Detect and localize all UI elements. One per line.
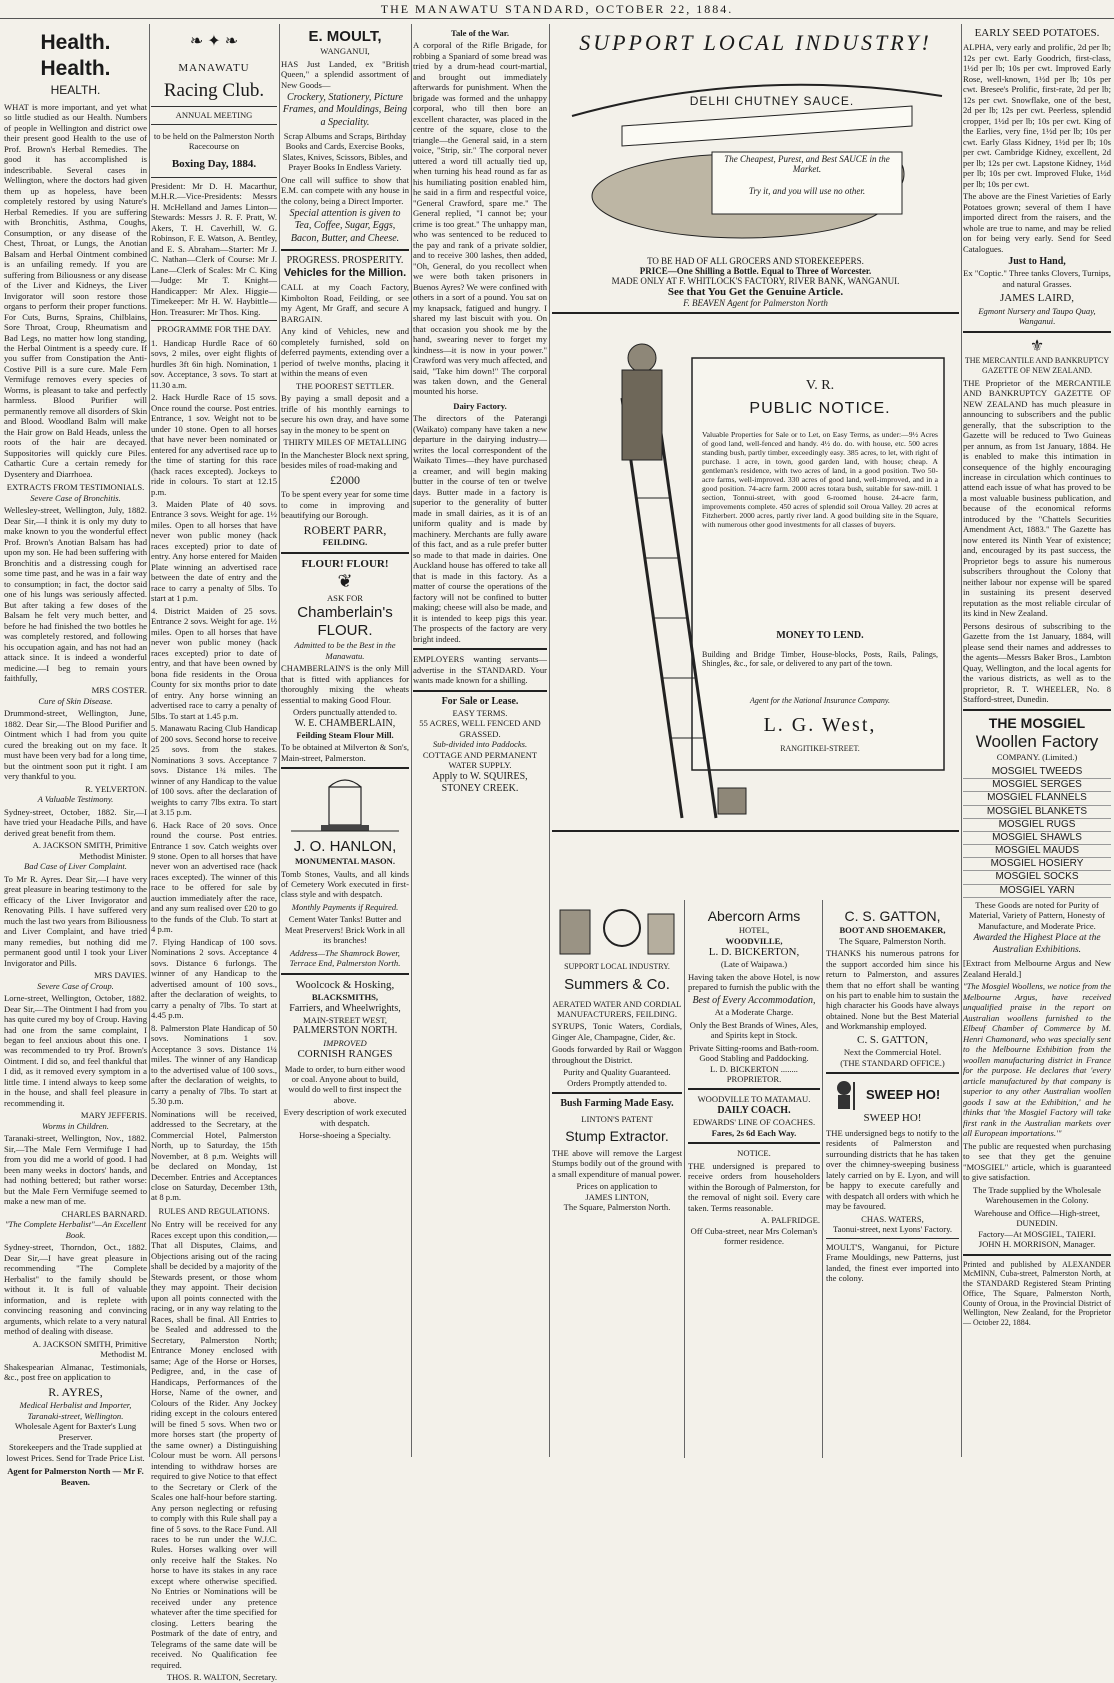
hanlon-tanks: Cement Water Tanks! Butter and Meat Preservers! Brick Work in all its branches! xyxy=(284,914,406,946)
woolcock-street: MAIN-STREET WEST, xyxy=(302,1014,388,1025)
health-intro: WHAT is more important, and yet what so little studied as our Health. Numbers of people in Wellington and district owe their present good Health to the use of Prof. Brown's Herbal Remedies. The good it has accomplished is indescribable. Several cases in Wellington, where the doctors had given them up as hopeless, have been completely restored by using Nature's Herbal Remedies. If you are suffering with Bronchitis, Asthma, Coughs, Consumption, or any disease of the Chest, Throat, or Lungs, the Anotian Balsam and Herbal Ointment combined is an unfailing remedy. If you are suffering from Biliousness or any disease of the Liver and Kidneys, the Liver Invigorator will soon restore those organs to perform their proper functions. For Cuts, Burns, Sprains, Chilblains, Sore Throat, Croup, Rheumatism and Bad Legs, no matter how long standing, the Herbal Ointment is a speedy cure. If you suffer from Constipation the Anti-Costive Pill is a sure cure. Male Fern Vermifuge removes every species of Worms, is pleasant to take and perfectly harmless. Blood Purifier will permanently remove all disorders of Skin and Blood. Woodland Balm will make the Hair grow on Bald Heads, unless the roots of the hair are decayed. Suppositories will quickly cure Piles. Cathartic Cure a certain remedy for Dysentery and Diarrhoea. xyxy=(4,101,147,479)
abercorn-charge: At a Moderate Charge. xyxy=(714,1007,794,1018)
moult-town: WANGANUI, xyxy=(320,46,370,57)
right-column xyxy=(963,24,1111,1457)
testimonial-signature: MARY JEFFERIS. xyxy=(80,1110,147,1121)
testimonial-signature: R. YELVERTON. xyxy=(85,783,147,794)
moult-name: E. MOULT, xyxy=(308,28,382,45)
mosgiel-company: COMPANY. (Limited.) xyxy=(996,752,1078,763)
mercantile-text: THE Proprietor of the MERCANTILE AND BANKRUPTCY GAZETTE OF NEW ZEALAND has much pleasure in announcing to subscribers and the public generally, that the subscription to the Gazette will be reduced to Two Guineas per annum, as from 1st January, 1884. He is enabled to make this intimation in consequence of the highly encouraging increase in circulation which continues to attend each issue of what has proved to be a most valuable business publication, and because of the economical reforms introduced by the "Chattels Securities Amendment Act, 1883." The Gazette has now entered its Ninth Year of existence; and, encouraged by its past success, the Proprietor begs to assure his numerous subscribers throughout the Colony that neither labour nor expense will be spared in sustaining its present deserved reputation as the most reliable circular of its kind in New Zealand. xyxy=(963,377,1111,619)
mosgiel-goods-item: MOSGIEL MAUDS xyxy=(963,845,1111,858)
sweep-name: CHAS. WATERS, xyxy=(861,1213,924,1224)
gatton-name: C. S. GATTON, xyxy=(844,908,941,924)
vehicles-text: By paying a small deposit and a trifle of his monthly earnings to secure his own dray, and have some say in the money to be spent on xyxy=(281,393,409,435)
summers-trade: AERATED WATER AND CORDIAL MANUFACTURERS, FEILDING. xyxy=(552,998,682,1019)
coach-daily: DAILY COACH. xyxy=(717,1104,791,1116)
testimonial-heading: "The Complete Herbalist"—An Excellent Book. xyxy=(4,1219,147,1240)
woolcock-text: Every description of work executed with despatch. xyxy=(283,1107,407,1128)
moult-intro: HAS Just Landed, ex "British Queen," a splendid assortment of New Goods— xyxy=(281,58,409,90)
moult-compete: One call will suffice to show that E.M. can compete with any house in the colony, being a Direct Importer. xyxy=(281,174,409,206)
summers-support: SUPPORT LOCAL INDUSTRY. xyxy=(564,962,670,972)
seed-heading: EARLY SEED POTATOES. xyxy=(974,27,1100,39)
woolcock-trade: BLACKSMITHS, xyxy=(311,992,379,1003)
held-at: to be held on the Palmerston North Racecourse on xyxy=(153,130,275,152)
abercorn-town: WOODVILLE, xyxy=(725,935,783,946)
abercorn-hotel: HOTEL, xyxy=(738,925,770,936)
summers-ad xyxy=(552,900,682,1458)
woolcock-horse: Horse-shoeing a Specialty. xyxy=(299,1130,391,1141)
column-rule xyxy=(279,24,280,1457)
testimonial-heading: Cure of Skin Disease. xyxy=(38,695,113,706)
coach-line: EDWARDS' LINE OF COACHES. xyxy=(692,1117,816,1128)
moult-frames: MOULT'S, Wanganui, for Picture Frame Mouldings, new Patterns, just landed, the finest ever imported into the colony. xyxy=(826,1241,959,1283)
machinery-illustration xyxy=(552,900,682,960)
mosgiel-request: The public are requested when purchasing to see that they get the genuine "MOSGIEL" article, which is guaranteed to give satisfaction. xyxy=(963,1140,1111,1183)
testimonial-signature: MRS COSTER. xyxy=(91,685,147,696)
notice-address: Off Cuba-street, near Mrs Coleman's former residence. xyxy=(690,1225,818,1246)
crest-icon: ⚜ xyxy=(1029,337,1045,355)
chamberlain-obtain: To be obtained at Milverton & Son's, Main-street, Palmerston. xyxy=(281,742,409,763)
abercorn-wines: Only the Best Brands of Wines, Ales, and Spirits kept in Stock. xyxy=(689,1019,819,1041)
racing-title: Racing Club. xyxy=(163,79,265,101)
progress-heading: PROGRESS. PROSPERITY. xyxy=(286,254,404,266)
chamberlain-tagline: Admitted to be the Best in the Manawatu. xyxy=(294,640,396,661)
abercorn-best: Best of Every Accommodation, xyxy=(692,994,816,1006)
abercorn-stabling: Good Stabling and Paddocking. xyxy=(699,1053,809,1064)
gatton-office: (THE STANDARD OFFICE.) xyxy=(840,1057,945,1068)
testimonial-text: Drummond-street, Wellington, June, 1882. Dear Sir,—The Blood Purifier and Ointment which I had from you quite cured the breaking out on my face. It must have been very bad for a long time, but the ointment soon put it right. I am very thankful to you. xyxy=(4,708,147,782)
sweep-text: THE undersigned begs to notify to the residents of Palmerston and surrounding districts that he has taken over the chimney-sweeping business lately carried on by E. Lyon, and will be happy to execute carefully and with despatch all orders with which he may be favoured. xyxy=(826,1127,959,1212)
masthead: THE MANAWATU STANDARD, OCTOBER 22, 1884. xyxy=(0,0,1114,19)
column-rule xyxy=(961,24,962,1457)
testimonial-text: To Mr R. Ayres. Dear Sir,—I have very great pleasure in bearing testimony to the efficacy of the Liver Invigorator and Renovating Pills. I have suffered very much the last two years from Biliousness and Liver Complaint, and have tried many remedies, but nothing did me permanent good until I took your Liver Invigorator and Pills. xyxy=(4,873,147,968)
testimonial-text: Sydney-street, Thorndon, Oct., 1882. Dear Sir,—I have great pleasure in recommending "The Complete Herbalist" to the family should be without it. It is full of valuable information, and is replete with convincing reasoning and convincing arguments, which relate to a very natural method of dealing with disease. xyxy=(4,1242,147,1337)
health-subtitle: HEALTH. xyxy=(50,83,101,98)
testimonial-heading: Severe Case of Croup. xyxy=(37,980,114,991)
mosgiel-heading: THE MOSGIEL xyxy=(988,714,1086,731)
summers-goods: Goods forwarded by Rail or Waggon throughout the District. xyxy=(552,1044,682,1065)
testimonial-signature: MRS DAVIES. xyxy=(94,970,147,981)
hand-text: Ex "Coptic." Three tanks Clovers, Turnips, and natural Grasses. xyxy=(963,268,1111,289)
race-item: 5. Manawatu Racing Club Handicap of 200 sovs. Second horse to receive 25 sovs. from the stakes. Nominations 3 sovs. Acceptance 7 sovs. Distance 1¾ miles. The winner of any Handicap to the value of 100 sovs. after the declaration of weights to carry 7lbs extra. To start at 3.15 p.m. xyxy=(151,723,277,818)
moult-special: Special attention is given to Tea, Coffee, Sugar, Eggs, Bacon, Butter, and Cheese. xyxy=(289,208,401,244)
woolcock-trade2: Farriers, and Wheelwrights, xyxy=(289,1002,401,1014)
extracts-heading: EXTRACTS FROM TESTIMONIALS. xyxy=(6,482,145,493)
monument-illustration xyxy=(281,773,409,835)
hanlon-trade: MONUMENTAL MASON. xyxy=(294,856,396,867)
delhi-try: Try it, and you will use no other. xyxy=(748,186,866,196)
testimonial-heading: Bad Case of Liver Complaint. xyxy=(24,861,127,872)
mosgiel-extract: "The Mosgiel Woollens, we notice from the Melbourne Argus, have received unqualified praise in the report on Australian woollens furnished to the Elbeuf Chamber of Commerce by M. Henri Chamonard, who was specially sent to the Melbourne Exhibition from the woollen manufacturing district in France for the purpose. He declares that 'every article manufactured by that company is superior to any other Australian woollen goods I saw at the Exhibition,' and he thinks that 'the Mosgiel Factory will take first rank in the Australian markets over all European importations.'" xyxy=(963,981,1111,1139)
national-insurance: Agent for the National Insurance Company. xyxy=(750,696,890,705)
race-date: Boxing Day, 1884. xyxy=(171,157,257,170)
linton-patent: LINTON'S PATENT xyxy=(581,1114,653,1125)
programme-heading: PROGRAMME FOR THE DAY. xyxy=(157,324,271,335)
abercorn-text: Having taken the above Hotel, is now prepared to furnish the public with the xyxy=(688,971,820,993)
woolcock-improved: IMPROVED xyxy=(323,1037,367,1048)
mosgiel-goods-item: MOSGIEL RUGS xyxy=(963,819,1111,832)
club-officers: President: Mr D. H. Macarthur, M.H.R.—Vice-Presidents: Messrs H. McHelland and James Linton—Stewards: Messrs J. R. F. Pratt, W. Akers, T. H. Caverhill, W. G. Robinson, F. E. Watson, A. Bentley, and E. S. Abraham—Starter: Mr J. C. Nathan—Clerk of Course: Mr J. Lane—Clerk of Scales: Mr C. King—Judge: Mr T. Knight—Handicapper: Mr Alex. Higgie—Timekeeper: Mr H. W. Haybittle—Hon. Treasurer: Mr Thos. King. xyxy=(151,180,277,317)
woolcock-town: PALMERSTON NORTH. xyxy=(292,1025,398,1037)
palmerston-agent: Agent for Palmerston North — Mr F. Beaven. xyxy=(7,1466,144,1487)
testimonial-heading: A Valuable Testimony. xyxy=(37,794,114,805)
sale-apply: Apply to W. SQUIRES, STONEY CREEK. xyxy=(432,770,528,794)
gatton-trade: BOOT AND SHOEMAKER, xyxy=(839,925,946,936)
testimonial-heading: Severe Case of Bronchitis. xyxy=(30,492,121,503)
chamberlain-text: CHAMBERLAIN'S is the only Mill that is fitted with appliances for thoroughly mixing the wheats essential to making Good Flour. xyxy=(281,663,409,705)
almanac-text: Shakespearian Almanac, Testimonials, &c., post free on application to xyxy=(4,1361,147,1382)
sale-cottage: COTTAGE AND PERMANENT WATER SUPPLY. xyxy=(422,749,538,771)
woolcock-name: Woolcock & Hosking, xyxy=(295,978,395,991)
testimonial-heading: Worms in Children. xyxy=(42,1120,109,1131)
stump-address: The Square, Palmerston North. xyxy=(563,1202,671,1213)
sale-acres: 55 ACRES, WELL FENCED AND GRASSED. xyxy=(419,718,541,739)
delhi-made: MADE ONLY AT F. WHITLOCK'S FACTORY, RIVER BANK, WANGANUI. xyxy=(611,276,900,286)
woolcock-ranges: CORNISH RANGES xyxy=(297,1048,393,1061)
notice-heading: NOTICE. xyxy=(737,1148,771,1159)
race-item: 3. Maiden Plate of 40 sovs. Entrance 3 sovs. Weight for age. 1½ miles. Open to all horses that have never won public money (hack races excepted) prior to date of entry. Any horse entered for Maiden Plate winning an advertised race between the date of entry and the race to carry a penalty of 5lbs. To start at 1 p.m. xyxy=(151,499,277,604)
abercorn-late: (Late of Waipawa.) xyxy=(720,959,788,970)
race-item: 8. Palmerston Plate Handicap of 50 sovs. Nominations 1 sov. Acceptance 3 sovs. Distance 1¼ miles. The winner of any Handicap to the advertised value of 100 sovs., after the declaration of weights, to carry a penalty of 7lbs. To start at 5.30 p.m. xyxy=(151,1022,277,1107)
delhi-title: DELHI CHUTNEY SAUCE. xyxy=(689,94,855,108)
notice-signature: A. PALFRIDGE. xyxy=(760,1215,820,1226)
delhi-price: PRICE—One Shilling a Bottle. Equal to Three of Worcester. xyxy=(639,266,872,276)
ayres-name: R. AYRES, xyxy=(48,1385,103,1400)
moult-scraps: Scrap Albums and Scraps, Birthday Books and Cards, Exercise Books, Slates, Knives, Scissors, Bibles, and Prayer Books In Endless Variety. xyxy=(282,130,408,173)
woolcock-text: Made to order, to burn either wood or coal. Anyone about to build, would do well to first inspect the above. xyxy=(284,1063,406,1105)
mosgiel-goods-item: MOSGIEL SOCKS xyxy=(963,871,1111,884)
public-notice-text: Valuable Properties for Sale or to Let, on Easy Terms, as under:—9½ Acres of good land, well-fenced and handy. 4½ do. do. with house, etc. 500 acres standing bush, partly timber, exceedingly easy. 385 acres, to let, with right of purchase. 1 acre, in town, good garden land, with house; cheap. A gentleman's residence, with two acres of land, in a good position. Two 50-acre farms, well-improved. 330 acres of good land, well-improved, and in a good position. 74-acre farm. 2000 acres totara bush, suitable for saw-mill. 1 section, Tonnui-street, with good 6-roomed house. 24-acre farm, improvements complete. 450 acres of splendid soil Oroua Valley. 20 acres at Fitzherbert. 2000 acres, partly river land. A good building site in the Square, with numerous other good investments for all classes of buyers. xyxy=(702,430,938,529)
abercorn-name: Abercorn Arms xyxy=(707,908,801,924)
large-ad-block xyxy=(552,24,959,1458)
lg-west-street: RANGITIKEI-STREET. xyxy=(780,744,860,753)
annual-meeting: ANNUAL MEETING xyxy=(175,110,253,121)
vehicles-thirty: THIRTY MILES OF METALLING xyxy=(283,437,407,448)
sweep-subtitle: SWEEP HO! xyxy=(863,1112,922,1125)
mosgiel-goods-item: MOSGIEL TWEEDS xyxy=(963,766,1111,779)
vehicles-text: CALL at my Coach Factory, Kimbolton Road, Feilding, or see my Agent, Mr Graff, and secure A BARGAIN. xyxy=(281,282,409,324)
column-rule xyxy=(149,24,150,1457)
rules-heading: RULES AND REGULATIONS. xyxy=(158,1205,270,1216)
health-column xyxy=(4,24,147,1487)
coach-fares: Fares, 2s 6d Each Way. xyxy=(711,1127,797,1138)
chimney-sweep-icon xyxy=(826,1078,862,1112)
notice-text: THE undersigned is prepared to receive orders from householders within the Borough of Palmerston, for the removal of night soil. Every care taken. Terms reasonable. xyxy=(688,1160,820,1213)
gatton-name2: C. S. GATTON, xyxy=(856,1033,928,1046)
chamberlain-name: W. E. CHAMBERLAIN, xyxy=(294,717,396,729)
chamberlain-title: Chamberlain's FLOUR. xyxy=(297,603,393,639)
vehicles-amount: £2000 xyxy=(330,472,360,487)
money-text: Building and Bridge Timber, House-blocks, Posts, Rails, Palings, Shingles, &c., for sale, or delivered to any part of the town. xyxy=(702,650,938,668)
mosgiel-goods-list xyxy=(963,766,1111,898)
sale-terms: EASY TERMS. xyxy=(452,707,508,718)
mosgiel-extract-heading: [Extract from Melbourne Argus and New Zealand Herald.] xyxy=(963,958,1111,979)
race-item: 6. Hack Race of 20 sovs. Once round the course. Post entries. Entrance 1 sov. Catch weights over 9 stone. Open to all horses that have never won an advertised race (hack races excepted). The winner of this race to be offered for sale by auction immediately after the race, and any sum realised over £20 to go to the funds of the Club. To start at 4 p.m. xyxy=(151,819,277,935)
testimonial-text: Sydney-street, October, 1882. Sir,—I have tried your Headache Pills, and have derived great benefit from them. xyxy=(4,806,147,838)
summers-purity: Purity and Quality Guaranteed. xyxy=(563,1067,671,1078)
health-title: Health. Health. xyxy=(40,31,111,80)
race-item: 7. Flying Handicap of 100 sovs. Nominations 2 sovs. Acceptance 4 sovs. Distance 6 furlongs. The winner of any Handicap to the advertised amount of 100 sovs., after the declaration of weights, to carry a penalty of 7lbs. To start at 4.45 p.m. xyxy=(151,936,277,1021)
testimonial-signature: A. JACKSON SMITH, Primitive Methodist M. xyxy=(32,1338,147,1360)
vehicles-text: In the Manchester Block next spring, besides miles of road-making and xyxy=(281,449,409,471)
ayres-wholesale: Wholesale Agent for Baxter's Lung Preserver. xyxy=(14,1421,137,1442)
laird-address: Egmont Nursery and Taupo Quay, Wanganui. xyxy=(978,305,1096,327)
race-item: 4. District Maiden of 25 sovs. Entrance 2 sovs. Weight for age. 1½ miles. Open to all horses that have never won public money (hack races excepted) prior to date of entry, and that have been owned by bona fide residents in the Oroua County for six months prior to date of entry. Any horse winning an advertised race to carry a penalty of 5lbs. To start at 1.45 p.m. xyxy=(151,605,277,721)
sale-paddocks: Sub-divided into Paddocks. xyxy=(432,739,528,750)
mosgiel-goods-item: MOSGIEL FLANNELS xyxy=(963,792,1111,805)
mosgiel-warehouse: Warehouse and Office—High-street, DUNEDIN. xyxy=(974,1207,1100,1229)
support-banner: SUPPORT LOCAL INDUSTRY! xyxy=(579,30,932,55)
delhi-genuine: See that You Get the Genuine Article. xyxy=(667,286,844,298)
delhi-agent: F. BEAVEN Agent for Palmerston North xyxy=(683,298,828,308)
mosgiel-award: Awarded the Highest Place at the Australian Exhibitions. xyxy=(973,933,1101,955)
mosgiel-goods-item: MOSGIEL BLANKETS xyxy=(963,806,1111,819)
tale-heading: Tale of the War. xyxy=(451,28,509,38)
abercorn-ad xyxy=(688,900,820,1458)
testimonial-text: Lorne-street, Wellington, October, 1882. Dear Sir,—The Ointment I had from you has quite cured my boy of Croup. Having had one from the same complaint, I began to feel anxious about this one. I was recommended to try Prof. Brown's Ointment. I did so, and feel thankful that I did, as it removed every symptom in a little time. I intend always to keep some in the house, and shall feel pleasure in recommending it. xyxy=(4,993,147,1108)
gatton-text: THANKS his numerous patrons for the support accorded him since his return to Palmerston, and assures them that no effort shall be wanting on his part to enable him to sustain the high character his Goods have always obtained. None but the Best Material and Workmanship employed. xyxy=(826,948,959,1032)
mosgiel-factory: Woollen Factory xyxy=(975,731,1099,751)
mosgiel-goods-item: MOSGIEL YARN xyxy=(963,885,1111,898)
testimonial-text: Taranaki-street, Wellington, Nov., 1882. Sir,—The Male Fern Vermifuge I had from you did me a world of good. I had been many weeks in doctors' hands, and had nothing bettered; but rather worse: but the Male Fern Vermifuge seemed to make a new man of me. xyxy=(4,1133,147,1207)
mosgiel-factory-location: Factory—At MOSGIEL, TAIERI. xyxy=(978,1228,1096,1239)
sale-heading: For Sale or Lease. xyxy=(441,695,519,707)
gatton-ad xyxy=(826,900,959,1458)
column-rule xyxy=(822,900,823,1458)
chamberlain-orders: Orders punctually attended to. xyxy=(292,707,398,718)
column-rule xyxy=(684,900,685,1458)
poster-section xyxy=(552,318,959,826)
vehicles-poorest: THE POOREST SETTLER. xyxy=(296,380,394,391)
summers-name: Summers & Co. xyxy=(564,976,670,994)
nominations-text: Nominations will be received, addressed to the Secretary, at the Commercial Hotel, Palmerston North, up to Saturday, the 15th November, at 8 p.m. Weights will be declared on Monday, 1st December. Entries and Acceptances close on Saturday, December 13th, at 8 p.m. xyxy=(151,1108,277,1203)
racing-column xyxy=(151,24,277,1683)
seed-note: The above are the Finest Varieties of Early Potatoes grown; several of them I have imported direct from the raisers, and the whole are true to name, and may be relied on for being very early. Send for Seed Catalogues. xyxy=(963,191,1111,254)
parr-name: ROBERT PARR, xyxy=(303,522,387,537)
stump-text: THE above will remove the Largest Stumps bodily out of the ground with a small expenditure of manual power. xyxy=(552,1147,682,1179)
testimonial-text: Wellesley-street, Wellington, July, 1882. Dear Sir,—I think it is only my duty to make known to you the wonderful effect Prof. Brown's Anotian Balsam has had upon my son. He had been suffering with Bronchitis and a distressing cough for some time past, and he was in a fair way to consumption; in fact, the doctor said one of his lungs was seriously affected. But after taking a few doses of the Balsam he felt very much better, and before he had finished the two bottles he was completely restored, and following his occupation again, and has not had an attack since. It is indeed a wonderful medicine.—I beg to remain yours faithfully, xyxy=(4,505,147,683)
racing-org: MANAWATU xyxy=(178,61,250,74)
coach-route: WOODVILLE TO MATAMAU. xyxy=(697,1094,811,1105)
abercorn-rooms: Private Sitting-rooms and Bath-room. xyxy=(689,1042,819,1053)
vehicles-text: To be spent every year for some time to come in improving and beautifying our Borough. xyxy=(281,489,409,521)
wheat-sheaf-icon: ❦ xyxy=(337,571,353,592)
moult-goods: Crockery, Stationery, Picture Frames, and Mouldings, Being a Speciality. xyxy=(282,92,408,128)
delhi-tagline: The Cheapest, Purest, and Best SAUCE in the Market. xyxy=(724,154,890,174)
sweep-address: Taonui-street, next Lyons' Factory. xyxy=(832,1224,952,1235)
flour-heading: FLOUR! FLOUR! xyxy=(301,557,389,570)
vehicles-heading: Vehicles for the Million. xyxy=(283,266,407,279)
testimonial-signature: A. JACKSON SMITH, Primitive Methodist Minister. xyxy=(32,840,147,861)
news-column xyxy=(413,24,547,1457)
ads-column xyxy=(281,24,409,1457)
hanlon-text: Tomb Stones, Vaults, and all kinds of Cemetery Work executed in first-class style and with despatch. xyxy=(281,868,409,900)
race-item: 2. Hack Hurdle Race of 15 sovs. Once round the course. Post entries. Entrance, 1 sov. Weight not to be under 10 stone. Open to all horses that have never been nominated or entered for any advertised race up to the time of starting for this race (hack races excepted). Jockeys to ride in colours. To start at 12.15 p.m. xyxy=(151,392,277,497)
testimonial-signature: CHARLES BARNARD. xyxy=(61,1208,147,1219)
delhi-stockists: TO BE HAD OF ALL GROCERS AND STOREKEEPERS. xyxy=(647,256,864,266)
mercantile-heading: THE MERCANTILE AND BANKRUPTCY GAZETTE OF NEW ZEALAND. xyxy=(964,356,1110,375)
hand-heading: Just to Hand, xyxy=(1008,256,1066,268)
stump-title: Stump Extractor. xyxy=(565,1127,669,1144)
secretary: THOS. R. WALTON, Secretary. xyxy=(166,1672,277,1683)
stump-name: JAMES LINTON, xyxy=(585,1191,649,1202)
hanlon-payments: Monthly Payments if Required. xyxy=(291,901,399,912)
ayres-trade: Storekeepers and the Trade supplied at lowest Prices. Send for Trade Price List. xyxy=(6,1442,145,1463)
ask-for: ASK FOR xyxy=(326,593,364,604)
mosgiel-goods-item: MOSGIEL HOSIERY xyxy=(963,858,1111,871)
gatton-address: The Square, Palmerston North. xyxy=(839,935,946,946)
ayres-title: Medical Herbalist and Importer, Taranaki-street, Wellington. xyxy=(19,1400,132,1421)
sauce-illustration xyxy=(552,56,959,246)
parr-town: FEILDING. xyxy=(322,537,368,548)
mercantile-text2: Persons desirous of subscribing to the Gazette from the 1st January, 1884, will please send their names and addresses to the agents—Messrs Baker Bros., Lambton Quay, Wellington, and the local agents for the various districts, as well as to the proprietor, R. T. WHEELER, No. 8 Stafford-street, Dunedin. xyxy=(963,620,1111,705)
summers-orders: Orders Promptly attended to. xyxy=(567,1077,667,1088)
mosgiel-manager: JOHN H. MORRISON, Manager. xyxy=(978,1239,1096,1250)
vehicles-text: Any kind of Vehicles, new and completely furnished, sold on deferred payments, extending over a period of twelve months, placing it within the means of even xyxy=(281,326,409,379)
dairy-text: The directors of the Paterangi (Waikato) company have taken a new departure in the dairying industry—writes the local correspondent of the Waikato Times—they have purchased a creamer, and will begin making butter in the course of ten or twelve days. Butter made in a factory is superior to the generality of butter made in small dairies, as it is of an uniform quality and is made by machinery. Merchants are fully aware of this fact, and as a rule prefer butter so made to that made in dairies. One Auckland house has offered to take all that is made in this factory. As a matter of course the operations of the factory will not be confined to butter making; cheese will also be made, and it is intended to keep pigs this year. The prospects of the factory are very bright indeed. xyxy=(413,413,547,644)
mosgiel-goods-item: MOSGIEL SERGES xyxy=(963,779,1111,792)
race-item: 1. Handicap Hurdle Race of 60 sovs, 2 miles, over eight flights of hurdles 3ft 6in high. Nomination, 1 sov. Acceptance, 3 sovs. To start at 11.30 a.m. xyxy=(151,337,277,390)
gatton-next: Next the Commercial Hotel. xyxy=(843,1047,942,1058)
laird-name: JAMES LAIRD, xyxy=(1000,292,1074,305)
abercorn-owner: L. D. BICKERTON, xyxy=(708,946,800,959)
mosgiel-trade: The Trade supplied by the Wholesale Warehousemen in the Colony. xyxy=(972,1184,1101,1206)
mosgiel-quality: These Goods are noted for Purity of Material, Variety of Pattern, Honesty of Manufacture, and Moderate Price. xyxy=(968,899,1106,931)
employers-ad: EMPLOYERS wanting servants—advertise in the STANDARD. Your wants made known for a shilling. xyxy=(413,654,547,686)
tale-text: A corporal of the Rifle Brigade, for robbing a Spaniard of some bread was tried by a drum-head court-martial, and brought out immediately afterwards for punishment. When the brigade was formed and the unhappy corporal, who till then bore an excellent character, was placed in the centre of the square, close to the triangle—the General said, in a stern voice, "Strip, sir." The corporal never uttered a word till actually tied up, when turning his head round as far as his humiliating position enabled him, he said in a firm and respectful voice, "General Crawford, spare me." The General replied, "I cannot be; your crime is too great." The unhappy man, who was sentenced to be reduced to the pay and rank of a private soldier, and to receive 300 lashes, then added, "Oh, General, do you recollect when we were both taken prisoners in Buenos Ayres? We were confined with others in a sort of a pound. You sat on my knapsack, fatigued and hungry. I shared my last biscuit with you. On that occasion you shook me by the hand, swearing never to forget my kindness—it is now in your power." Crawford was very much affected, and said, "Take him down!" The corporal was taken down, and the General mounted his horse. xyxy=(413,40,547,397)
sweep-header xyxy=(826,1078,959,1112)
money-to-lend: MONEY TO LEND. xyxy=(776,630,864,641)
dairy-heading: Dairy Factory. xyxy=(453,400,507,411)
abercorn-proprietor: L. D. BICKERTON ........ PROPRIETOR. xyxy=(710,1063,798,1084)
column-rule xyxy=(411,24,412,1457)
hanlon-name: J. O. HANLON, xyxy=(293,837,397,855)
bush-heading: Bush Farming Made Easy. xyxy=(560,1098,674,1110)
hanlon-address: Address—The Shamrock Bower, Terrace End, Palmerston North. xyxy=(289,947,401,969)
chamberlain-mill: Feilding Steam Flour Mill. xyxy=(296,729,394,740)
column-rule xyxy=(549,24,550,1457)
sweep-title: SWEEP HO! xyxy=(866,1087,941,1103)
seed-list: ALPHA, very early and prolific, 2d per lb; 12s per cwt. Early Goodrich, first-class, 1½d per lb; 10s per cwt. Improved Early Rose, well-known, 1½d per lb; 10s per cwt. Bresee's Prolific, first-rate, 2d per lb; 12s per cwt. Snowflake, one of the best, 2d per lb; 12s per cwt. Peerless, splendid cropper, 1½d per lb; 10s per cwt. King of the Earlies, very fine, 1½d per lb; 10s per cwt. Early Glass Kidney, 1½d per lb; 10s per cwt. Cambridge Kidney, excellent, 2d per lb; 12s per cwt. Lapstone Kidney, 1½d per lb; 10s per cwt. Improved Fluke, 1½d per lb; 10s per cwt. xyxy=(963,42,1111,189)
printer-imprint: Printed and published by ALEXANDER McMINN, Cuba-street, Palmerston North, at the STANDARD Registered Steam Printing Office, The Square, Palmerston North, County of Oroua, in the Provincial District of Wellington, New Zealand, for the Proprietor — October 22, 1884. xyxy=(963,1259,1111,1328)
lg-west-name: L. G. West, xyxy=(763,714,877,736)
mosgiel-goods-item: MOSGIEL SHAWLS xyxy=(963,832,1111,845)
stump-prices: Prices on application to xyxy=(576,1181,658,1192)
public-notice-title: PUBLIC NOTICE. xyxy=(749,400,891,417)
ornament-icon: ❧ ✦ ❧ xyxy=(189,33,239,50)
vr-mark: V. R. xyxy=(805,378,835,393)
rules-text: No Entry will be received for any Races except upon this condition,—That all Disputes, Claims, and Objections arising out of the racing shall be decided by a majority of the Stewards present, or those whom they may appoint. Their decision upon all points connected with the racing, or in any way relating to the Races, shall be final. All Entries to be Sealed and addressed to the Secretary, Palmerston North; Entrance Money enclosed with same; Age of the Horse or Horses, Pedigree, and, in the case of Handicaps, Performances of the Horse, Name of the owner, and Colours of the Rider. Any Jockey riding except in the colours entered will be fined 5 sovs. When two or more horses start (the property of the same owner) a Distinguishing Colour must be worn. All persons intending to withdraw horses are required to give Notice to that effect to the Secretary or Clerk of the Scales one half-hour before starting. Any person neglecting or refusing to comply with this Rule shall pay a fine of 5 sovs. to the Race Fund. All races to be run under the W.J.C. Rules. Horses walking over will only receive half the Stakes. No horse to have its stakes in any race except where otherwise specified. No Entries or Nominations will be received under any pretence whatever after the time specified for closing. Letters bearing the Postmark of the date of entry, and Telegrams of the same date will be received. No Qualification fee required. xyxy=(151,1219,277,1670)
summers-syrups: SYRUPS, Tonic Waters, Cordials, Ginger Ale, Champagne, Cider, &c. xyxy=(552,1021,682,1042)
